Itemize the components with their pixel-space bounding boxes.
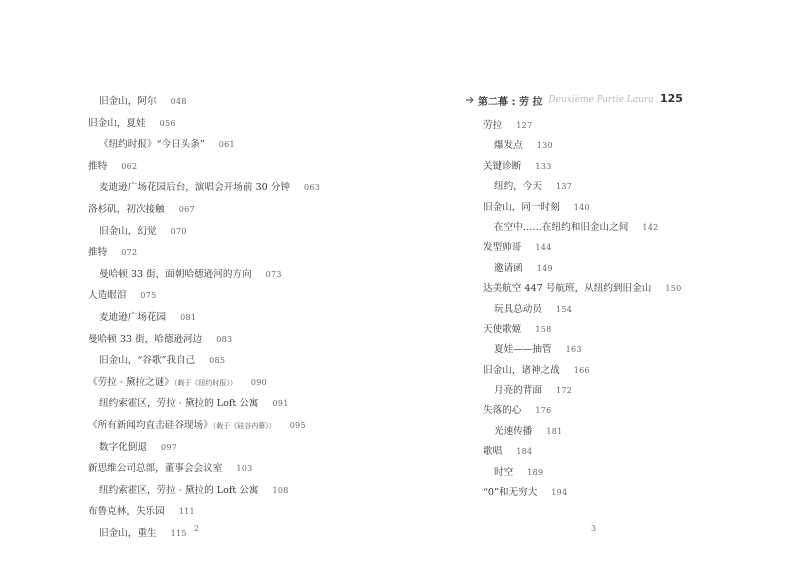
toc-entry-title: 旧金山，诸神之战 <box>483 364 560 376</box>
toc-entry-title: 旧金山，阿尔 <box>99 96 157 107</box>
toc-entry-page: 130 <box>536 141 553 151</box>
toc-entry-title: 《所有新闻均直击硅谷现场》 <box>88 419 213 431</box>
toc-entry <box>483 218 682 238</box>
toc-entry-page: 189 <box>527 467 544 477</box>
toc-entry-title: 天使歌姬 <box>483 323 522 335</box>
toc-entry <box>483 483 682 503</box>
toc-entry-note: （载于《纽约时报》） <box>173 378 237 387</box>
toc-entry <box>483 442 682 462</box>
toc-entry <box>483 116 682 136</box>
toc-entry-page: 061 <box>218 140 235 150</box>
toc-entry-page: 142 <box>642 222 659 232</box>
toc-entry-page: 137 <box>555 182 573 192</box>
toc-entry-title: 推特 <box>88 247 108 259</box>
toc-entry-page: 127 <box>516 121 533 130</box>
toc-entry-page: 097 <box>160 442 178 452</box>
toc-entry <box>483 422 682 442</box>
toc-entry-page: 072 <box>121 248 138 258</box>
toc-entry-title: 失落的心 <box>483 405 522 417</box>
toc-entry-page: 095 <box>289 420 306 430</box>
toc-entry-title: 发型帅哥 <box>483 242 522 254</box>
toc-entry-page: 133 <box>535 161 552 171</box>
toc-entry-title: 曼哈顿 33 街，哈德逊河边 <box>88 333 203 345</box>
toc-entry <box>483 361 682 381</box>
arrow-right-icon <box>465 95 475 105</box>
toc-entry-title: 关键诊断 <box>483 160 522 172</box>
toc-entry-page: 081 <box>180 312 197 322</box>
toc-list-left <box>88 91 320 544</box>
toc-entry-title: 推特 <box>88 160 108 172</box>
toc-entry <box>483 279 682 299</box>
toc-entry-page: 091 <box>272 399 289 409</box>
toc-entry <box>483 320 682 340</box>
toc-entry-page: 149 <box>536 263 553 273</box>
toc-entry-title: 劳拉 <box>483 120 503 131</box>
right-page <box>395 0 790 561</box>
toc-entry-title: 爆发点 <box>494 140 523 152</box>
toc-entry-page: 184 <box>516 447 533 457</box>
toc-entry <box>88 458 320 480</box>
toc-entry <box>483 259 682 279</box>
toc-entry <box>88 307 320 329</box>
chapter-heading <box>465 91 683 109</box>
toc-entry-page: 048 <box>170 97 187 106</box>
toc-entry-title: 曼哈顿 33 街，面朝哈德逊河的方向 <box>99 268 252 280</box>
toc-entry-title: 达美航空 447 号航班，从纽约到旧金山 <box>483 283 652 295</box>
toc-entry-title: 旧金山，幻觉 <box>99 225 157 237</box>
toc-entry <box>88 350 320 372</box>
toc-entry-title: 歌唱 <box>483 446 503 458</box>
toc-entry-title: 纽约，今天 <box>494 181 542 193</box>
toc-entry-page: 085 <box>209 356 226 366</box>
toc-entry-title: 麦迪逊广场花园 <box>99 311 167 323</box>
toc-entry-page: 150 <box>665 284 682 294</box>
toc-entry <box>483 340 682 360</box>
toc-entry-title: 布鲁克林，失乐园 <box>88 506 165 518</box>
toc-entry <box>88 113 320 135</box>
toc-entry <box>483 463 682 483</box>
toc-entry <box>483 157 682 177</box>
toc-entry-page: 056 <box>159 118 176 128</box>
toc-entry-page: 108 <box>272 485 289 495</box>
toc-entry-note: （载于《硅谷内幕》） <box>212 421 276 430</box>
toc-entry <box>483 177 682 197</box>
toc-entry-title: 洛杉矶，初次接触 <box>88 203 165 215</box>
toc-entry-title: 旧金山，重生 <box>99 527 157 539</box>
toc-entry <box>88 134 320 156</box>
toc-entry <box>483 136 682 156</box>
toc-entry-page: 176 <box>535 406 552 416</box>
toc-entry-page: 166 <box>573 365 590 375</box>
toc-entry <box>88 242 320 264</box>
page-number-right: 3 <box>591 524 597 533</box>
toc-entry-title: 《劳拉 · 黛拉之谜》 <box>88 376 174 388</box>
toc-entry-title: 新思维公司总部，董事会会议室 <box>88 463 223 475</box>
toc-entry-page: 163 <box>565 345 582 355</box>
toc-entry <box>483 198 682 218</box>
toc-entry-page: 111 <box>178 507 195 517</box>
toc-entry-page: 154 <box>555 304 573 314</box>
toc-entry <box>88 177 320 199</box>
toc-entry <box>88 199 320 221</box>
toc-entry-page: 063 <box>304 183 321 193</box>
page-number-left: 2 <box>194 524 200 533</box>
toc-entry-title: 纽约索霍区，劳拉 · 黛拉的 Loft 公寓 <box>99 484 259 496</box>
toc-entry <box>88 285 320 307</box>
toc-list-right <box>483 116 682 503</box>
toc-entry <box>88 480 320 502</box>
toc-entry-page: 090 <box>250 377 268 387</box>
toc-entry-page: 115 <box>170 528 187 538</box>
toc-entry-title: 旧金山，夏娃 <box>88 117 146 129</box>
toc-entry-title: 麦迪逊广场花园后台，演唱会开场前 30 分钟 <box>99 182 290 194</box>
toc-entry <box>88 437 320 459</box>
toc-entry <box>483 401 682 421</box>
toc-entry-title: 《纽约时报》“今日头条” <box>99 139 205 151</box>
toc-entry <box>88 329 320 351</box>
toc-entry <box>88 372 320 394</box>
toc-entry-title: 数字化倒退 <box>99 441 147 453</box>
toc-entry <box>88 415 320 437</box>
toc-entry <box>88 156 320 178</box>
toc-entry <box>88 501 320 523</box>
toc-entry-title: 光速传播 <box>494 425 533 437</box>
toc-entry-page: 140 <box>573 202 590 212</box>
chapter-subtitle: Deuxième Partie Laura <box>548 95 654 105</box>
toc-entry-page: 181 <box>546 426 563 436</box>
toc-entry-title: 旧金山，同一时刻 <box>483 201 560 213</box>
toc-entry-page: 083 <box>216 334 233 344</box>
toc-entry-page: 172 <box>555 386 573 396</box>
toc-entry-title: 在空中……在纽约和旧金山之间 <box>494 221 629 233</box>
toc-entry-page: 070 <box>170 226 187 236</box>
toc-entry <box>88 264 320 286</box>
toc-entry-title: 邀请函 <box>494 262 523 274</box>
toc-entry-page: 144 <box>535 243 552 253</box>
toc-entry-title: 人造眼泪 <box>88 290 127 302</box>
chapter-page-number: 125 <box>660 92 683 105</box>
toc-entry <box>483 381 682 401</box>
toc-entry-page: 194 <box>551 488 568 498</box>
toc-entry-title: 时空 <box>494 466 514 478</box>
toc-entry <box>483 238 682 258</box>
toc-entry <box>88 91 320 113</box>
toc-entry-page: 075 <box>140 291 157 301</box>
toc-entry-title: 纽约索霍区，劳拉 · 黛拉的 Loft 公寓 <box>99 398 259 410</box>
toc-entry <box>88 393 320 415</box>
toc-entry-title: 玩具总动员 <box>494 303 542 315</box>
toc-entry-title: 月亮的背面 <box>494 385 542 397</box>
toc-entry <box>88 221 320 243</box>
toc-entry-title: “0”和无穷大 <box>483 487 538 499</box>
toc-entry-page: 062 <box>121 161 138 171</box>
toc-entry-page: 158 <box>535 324 552 334</box>
toc-entry <box>88 523 320 545</box>
toc-entry-page: 067 <box>178 204 195 214</box>
toc-entry-title: 夏娃——抽管 <box>494 344 552 356</box>
toc-entry <box>483 300 682 320</box>
chapter-title: 第二幕 : 劳 拉 <box>478 96 543 108</box>
toc-entry-title: 旧金山，“谷歌”我自己 <box>99 355 196 367</box>
toc-entry-page: 103 <box>236 464 253 474</box>
toc-entry-page: 073 <box>265 269 282 279</box>
